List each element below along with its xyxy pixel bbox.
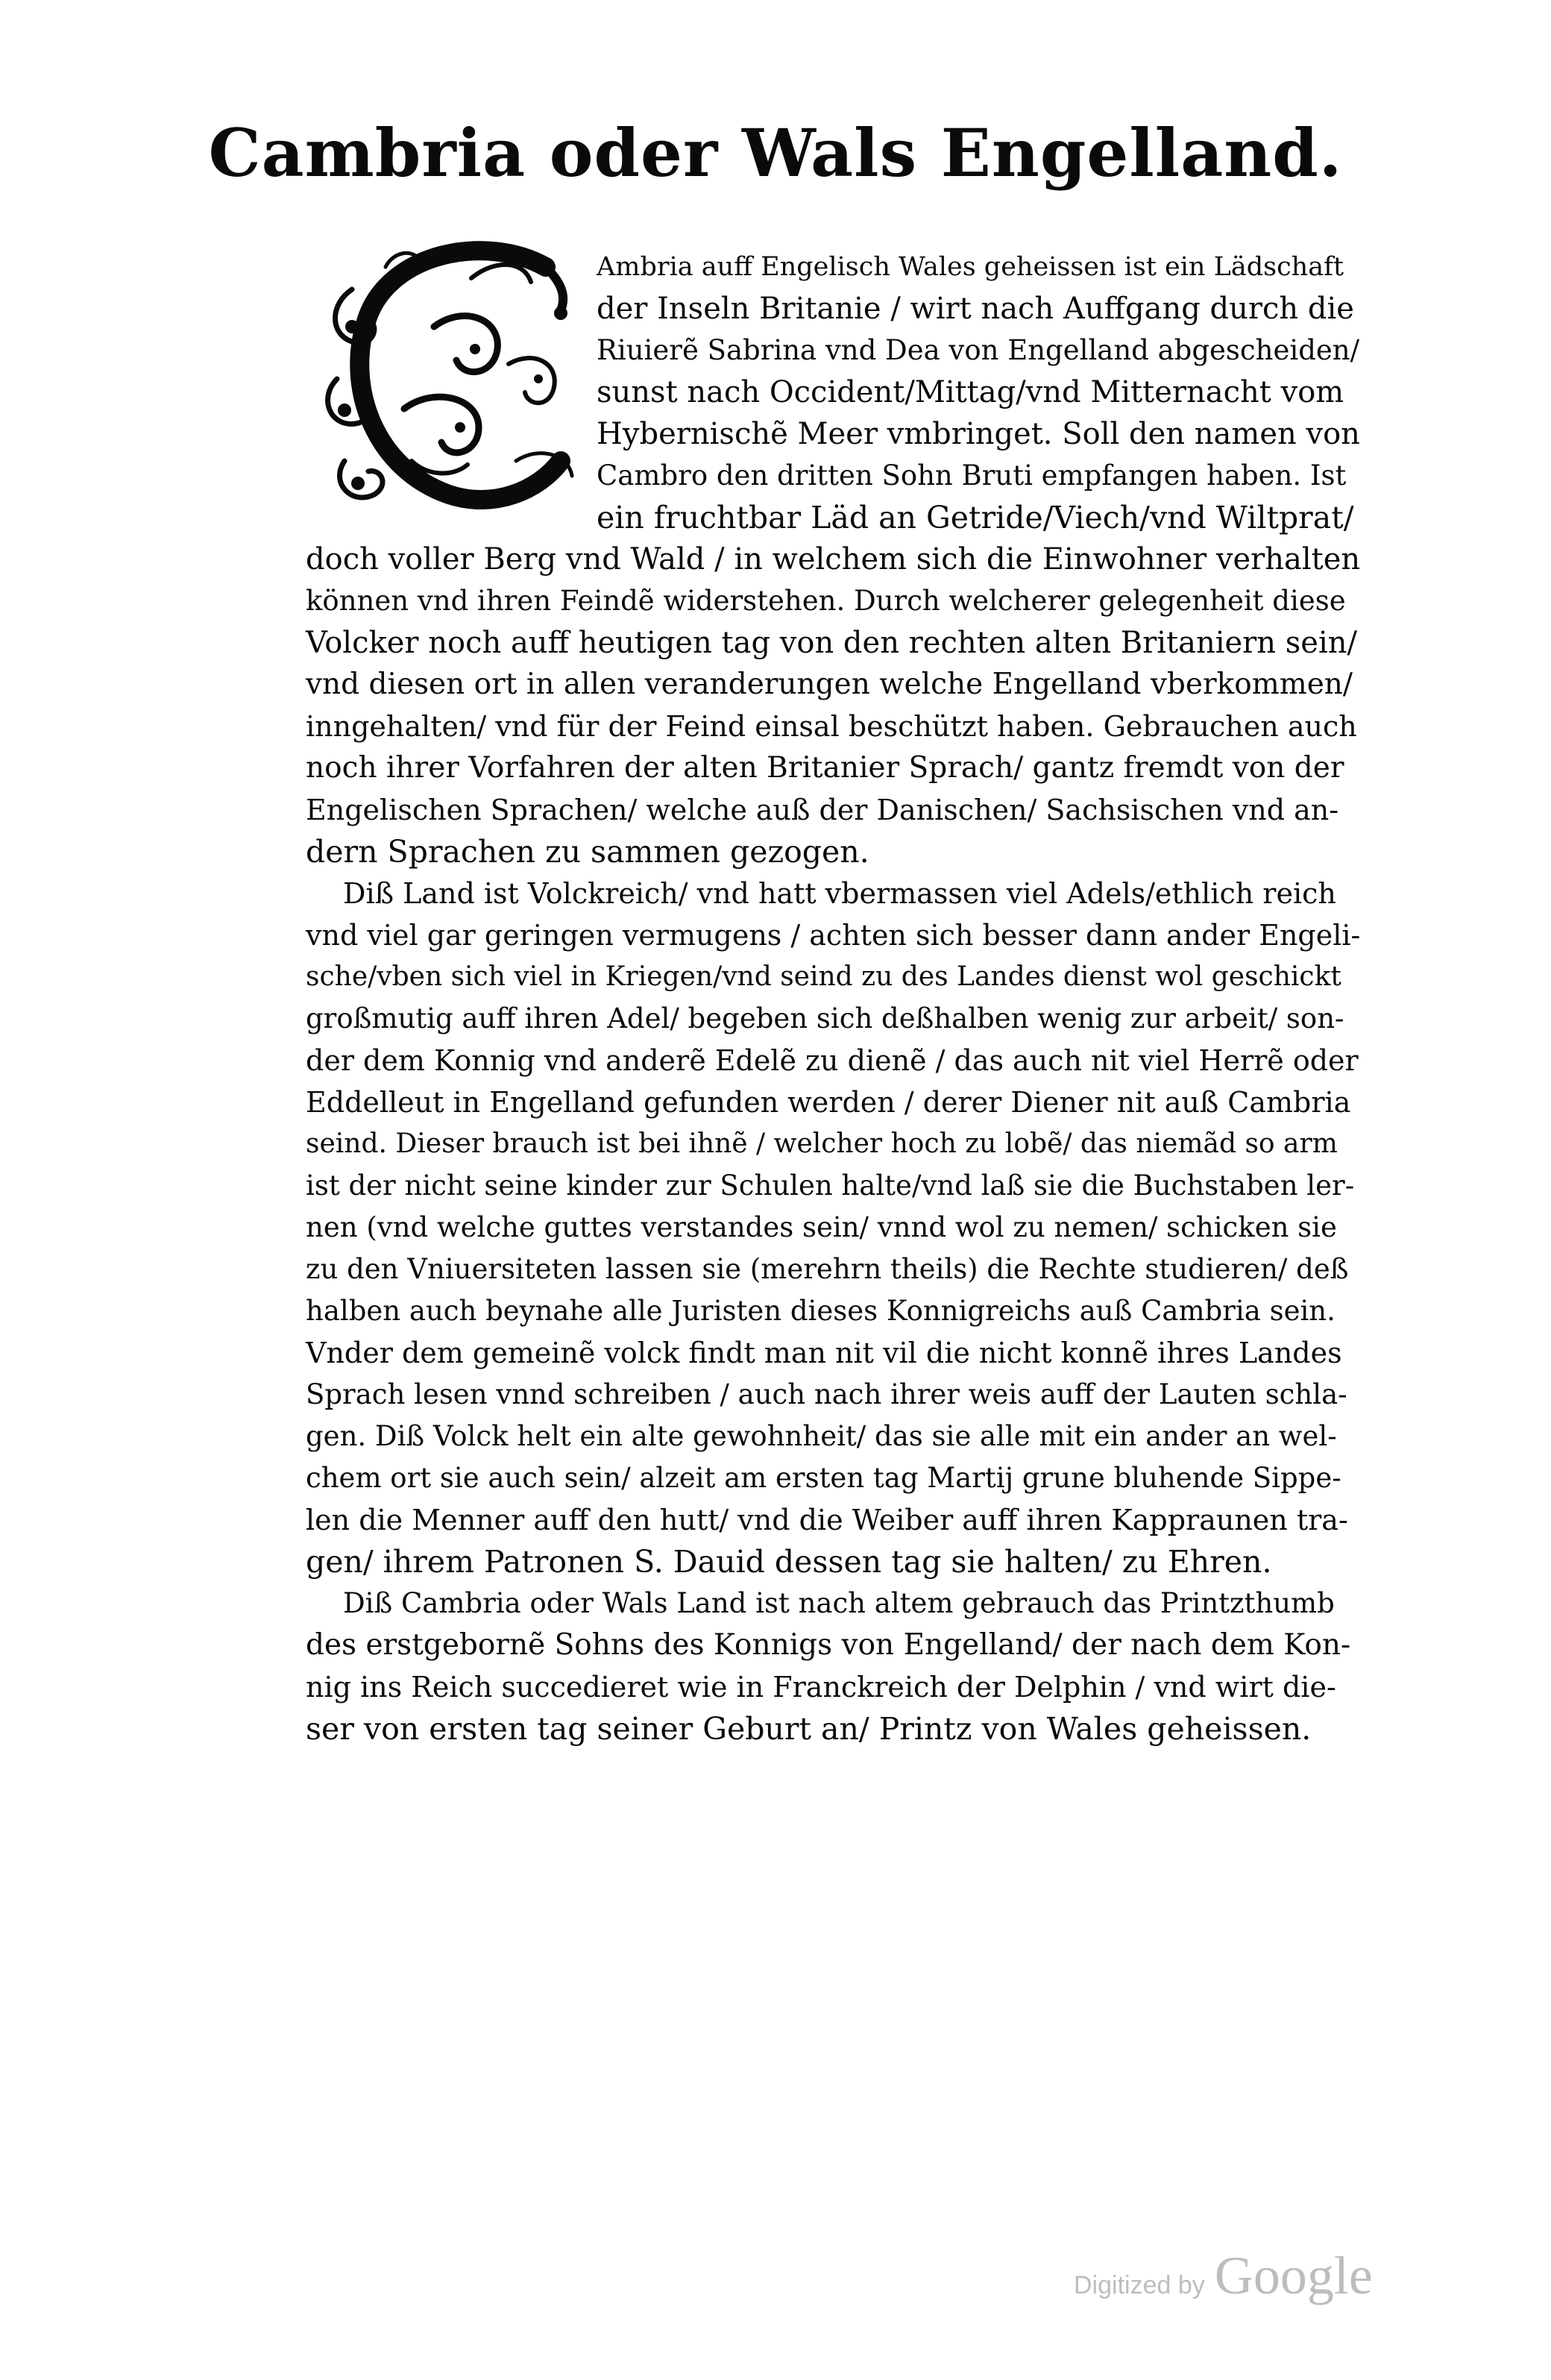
text-line: können vnd ihren Feindẽ widerstehen. Durch welcherer gelegenheit diese [306, 585, 1346, 617]
text-line: vnd viel gar geringen vermugens / achten sich besser dann ander Engeli- [306, 919, 1361, 952]
text-line: vnd diesen ort in allen veranderungen welche Engelland vberkommen/ [306, 668, 1353, 701]
text-line: dern Sprachen zu sammen gezogen. [306, 834, 869, 870]
text-line: halben auch beynahe alle Juristen dieses Konnigreichs auß Cambria sein. [306, 1295, 1336, 1327]
text-line: len die Menner auff den hutt/ vnd die Weiber auff ihren Kappraunen tra- [306, 1504, 1348, 1536]
text-line: sche/vben sich viel in Kriegen/vnd seind zu des Landes dienst wol geschickt [306, 961, 1341, 992]
text-line: des erstgebornẽ Sohns des Konnigs von Engelland/ der nach dem Kon- [306, 1628, 1351, 1662]
text-line: der dem Konnig vnd anderẽ Edelẽ zu dienẽ / das auch nit viel Herrẽ oder [306, 1044, 1359, 1077]
text-line: Diß Cambria oder Wals Land ist nach altem gebrauch das Printzthumb [343, 1587, 1335, 1619]
text-line: nen (vnd welche guttes verstandes sein/ vnnd wol zu nemen/ schicken sie [306, 1211, 1337, 1243]
google-logo: Google [1214, 2246, 1373, 2305]
text-line: inngehalten/ vnd für der Feind einsal beschützt haben. Gebrauchen auch [306, 710, 1357, 743]
text-line: Eddelleut in Engelland gefunden werden / derer Diener nit auß Cambria [306, 1086, 1351, 1119]
text-line: Riuierẽ Sabrina vnd Dea von Engelland abgescheiden/ [597, 334, 1360, 366]
text-line: chem ort sie auch sein/ alzeit am ersten tag Martij grune bluhende Sippe- [306, 1462, 1341, 1494]
text-line: seind. Dieser brauch ist bei ihnẽ / welcher hoch zu lobẽ/ das niemãd so arm [306, 1128, 1338, 1159]
text-line: noch ihrer Vorfahren der alten Britanier Sprach/ gantz fremdt von der [306, 751, 1344, 785]
text-line: ser von ersten tag seiner Geburt an/ Printz von Wales geheissen. [306, 1711, 1312, 1747]
text-line: Cambro den dritten Sohn Bruti empfangen haben. Ist [597, 459, 1347, 492]
text-line: Hybernischẽ Meer vmbringet. Soll den namen von [597, 417, 1360, 451]
text-line: nig ins Reich succedieret wie in Franckreich der Delphin / vnd wirt die- [306, 1671, 1336, 1704]
text-line: ein fruchtbar Läd an Getride/Viech/vnd Wiltprat/ [597, 500, 1354, 536]
digitized-by-label: Digitized by [1074, 2271, 1205, 2299]
digitized-credit [1074, 2245, 1373, 2307]
text-line: Vnder dem gemeinẽ volck findt man nit vil die nicht konnẽ ihres Landes [306, 1337, 1342, 1369]
page-title: Cambria oder Wals Engelland. [208, 114, 1343, 192]
text-line: Ambria auff Engelisch Wales geheissen ist ein Lädschaft [597, 252, 1344, 282]
text-line: Volcker noch auff heutigen tag von den rechten alten Britaniern sein/ [306, 626, 1357, 660]
text-line: Diß Land ist Volckreich/ vnd hatt vbermassen viel Adels/ethlich reich [343, 877, 1336, 910]
text-line: Sprach lesen vnnd schreiben / auch nach ihrer weis auff der Lauten schla- [306, 1378, 1347, 1410]
text-line: Engelischen Sprachen/ welche auß der Danischen/ Sachsischen vnd an- [306, 794, 1339, 826]
text-line: der Inseln Britanie / wirt nach Auffgang durch die [597, 292, 1354, 326]
text-line: großmutig auff ihren Adel/ begeben sich deßhalben wenig zur arbeit/ son- [306, 1002, 1344, 1034]
decorated-initial-icon [322, 237, 583, 513]
text-line: gen/ ihrem Patronen S. Dauid dessen tag sie halten/ zu Ehren. [306, 1544, 1272, 1580]
text-line: gen. Diß Volck helt ein alte gewohnheit/ das sie alle mit ein ander an wel- [306, 1420, 1337, 1452]
text-line: doch voller Berg vnd Wald / in welchem sich die Einwohner verhalten [306, 542, 1361, 577]
text-line: sunst nach Occident/Mittag/vnd Mitternacht vom [597, 375, 1344, 409]
text-line: ist der nicht seine kinder zur Schulen halte/vnd laß sie die Buchstaben ler- [306, 1169, 1355, 1202]
text-line: zu den Vniuersiteten lassen sie (merehrn theils) die Rechte studieren/ deß [306, 1253, 1349, 1285]
